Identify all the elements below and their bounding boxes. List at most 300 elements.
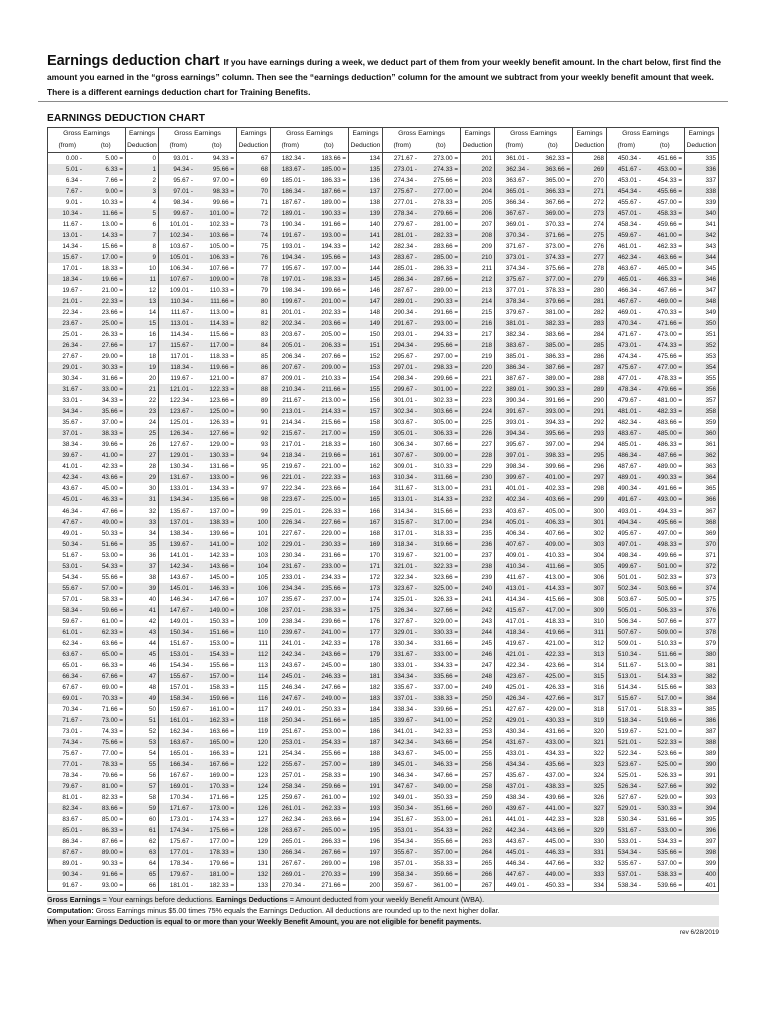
- table-row: [271, 406, 382, 417]
- from-amount: 270.34 -: [281, 882, 305, 890]
- to-amount: 414.33 =: [531, 583, 573, 594]
- table-row: [607, 737, 718, 748]
- from-amount: 295.67 -: [393, 353, 417, 361]
- table-row: [607, 329, 718, 340]
- table-row: [48, 439, 158, 450]
- from-amount: 287.67 -: [393, 287, 417, 295]
- table-row: [271, 483, 382, 494]
- column-group-2: [159, 127, 271, 892]
- to-amount: 438.33 =: [531, 781, 573, 792]
- from-amount: 34.34 -: [62, 408, 82, 416]
- to-amount: 75.66 =: [84, 737, 126, 748]
- to-amount: 531.66 =: [643, 814, 685, 825]
- deduction-amount: 298: [593, 485, 604, 493]
- table-row: [159, 803, 270, 814]
- deduction-amount: 288: [593, 375, 604, 383]
- to-amount: 302.33 =: [419, 395, 461, 406]
- deduction-amount: 324: [593, 771, 604, 779]
- table-row: [495, 450, 606, 461]
- deduction-amount: 356: [705, 386, 716, 394]
- to-amount: 175.66 =: [195, 825, 237, 836]
- table-row: [159, 208, 270, 219]
- to-amount: 285.00 =: [419, 252, 461, 263]
- table-row: [607, 164, 718, 175]
- deduction-amount: 283: [593, 320, 604, 328]
- from-amount: 485.01 -: [617, 441, 641, 449]
- table-row: [271, 340, 382, 351]
- from-amount: 501.01 -: [617, 573, 641, 581]
- deduction-amount: 116: [257, 694, 268, 702]
- table-row: [383, 825, 494, 836]
- table-row: [607, 825, 718, 836]
- to-amount: 215.66 =: [307, 417, 349, 428]
- deduction-amount: 292: [593, 419, 604, 427]
- table-row: [607, 671, 718, 682]
- from-amount: 395.67 -: [505, 441, 529, 449]
- table-row: [607, 517, 718, 528]
- from-amount: 142.34 -: [169, 562, 193, 570]
- table-row: [271, 494, 382, 505]
- table-row: [607, 781, 718, 792]
- to-amount: 206.33 =: [307, 340, 349, 351]
- deduction-amount: 88: [260, 386, 268, 394]
- table-row: [495, 759, 606, 770]
- table-row: [271, 869, 382, 880]
- deduction-amount: 221: [481, 375, 492, 383]
- page-title: Earnings deduction chart: [47, 53, 220, 69]
- to-amount: 218.33 =: [307, 439, 349, 450]
- to-amount: 355.66 =: [419, 836, 461, 847]
- deduction-amount: 334: [593, 882, 604, 890]
- deduction-amount: 234: [481, 518, 492, 526]
- to-amount: 202.33 =: [307, 307, 349, 318]
- deduction-amount: 111: [258, 639, 268, 647]
- from-amount: 234.34 -: [281, 584, 305, 592]
- deduction-amount: 305: [593, 562, 604, 570]
- deduction-amount: 27: [148, 452, 156, 460]
- to-amount: 457.00 =: [643, 197, 685, 208]
- to-amount: 6.33 =: [84, 164, 126, 175]
- deduction-amount: 289: [593, 386, 604, 394]
- table-row: [495, 594, 606, 605]
- table-row: [48, 748, 158, 759]
- from-amount: 145.01 -: [169, 584, 193, 592]
- table-row: [271, 241, 382, 252]
- to-amount: 73.00 =: [84, 715, 126, 726]
- to-amount: 418.33 =: [531, 616, 573, 627]
- from-amount: 435.67 -: [505, 771, 529, 779]
- to-amount: 50.33 =: [84, 528, 126, 539]
- to-amount: 42.33 =: [84, 461, 126, 472]
- deduction-amount: 64: [148, 860, 156, 867]
- to-amount: 27.66 =: [84, 340, 126, 351]
- table-row: [271, 627, 382, 638]
- table-row: [271, 263, 382, 274]
- to-amount: 293.00 =: [419, 318, 461, 329]
- to-amount: 417.00 =: [531, 605, 573, 616]
- deduction-amount: 290: [593, 397, 604, 405]
- from-amount: 26.34 -: [62, 342, 82, 350]
- from-amount: 122.34 -: [169, 397, 193, 405]
- from-amount: 499.67 -: [617, 562, 641, 570]
- table-row: [159, 748, 270, 759]
- gross-earnings-label: Gross Earnings: [286, 130, 333, 137]
- deduction-amount: 190: [369, 771, 380, 779]
- from-amount: 374.34 -: [505, 265, 529, 273]
- to-amount: 109.00 =: [195, 274, 237, 285]
- from-amount: 257.01 -: [281, 771, 305, 779]
- deduction-amount: 229: [481, 463, 492, 471]
- deduction-amount: 222: [481, 386, 492, 394]
- from-amount: 474.34 -: [617, 353, 641, 361]
- to-amount: 125.00 =: [195, 406, 237, 417]
- from-amount: 63.67 -: [62, 650, 82, 658]
- to-amount: 346.33 =: [419, 759, 461, 770]
- table-body: [383, 153, 494, 892]
- deduction-amount: 373: [705, 573, 716, 581]
- table-row: [607, 241, 718, 252]
- to-amount: 455.66 =: [643, 186, 685, 197]
- deduction-amount: 274: [593, 221, 604, 229]
- table-body: [495, 153, 606, 892]
- from-amount: 223.67 -: [281, 496, 305, 504]
- table-row: [271, 472, 382, 483]
- from-amount: 143.67 -: [169, 573, 193, 581]
- table-row: [159, 715, 270, 726]
- from-amount: 505.01 -: [617, 606, 641, 614]
- from-amount: 361.01 -: [505, 155, 529, 162]
- to-amount: 178.33 =: [195, 847, 237, 858]
- from-amount: 305.01 -: [393, 430, 417, 438]
- deduction-amount: 136: [369, 177, 380, 185]
- table-row: [607, 428, 718, 439]
- table-row: [383, 759, 494, 770]
- deduction-amount: 223: [481, 397, 492, 405]
- deduction-amount: 277: [593, 254, 604, 262]
- from-amount: 503.67 -: [617, 595, 641, 603]
- column-group-4: [383, 127, 495, 892]
- to-amount: 145.00 =: [195, 572, 237, 583]
- table-row: [495, 362, 606, 373]
- table-row: [495, 241, 606, 252]
- from-amount: 490.34 -: [617, 485, 641, 493]
- deduction-amount: 128: [257, 826, 268, 834]
- deduction-amount: 310: [593, 617, 604, 625]
- deduction-amount: 66: [148, 882, 156, 890]
- from-amount: 494.34 -: [617, 518, 641, 526]
- to-amount: 162.33 =: [195, 715, 237, 726]
- deduction-amount: 40: [148, 595, 156, 603]
- to-amount: 19.66 =: [84, 274, 126, 285]
- deduction-amount: 125: [257, 793, 268, 801]
- deduction-amount: 351: [705, 331, 716, 339]
- to-amount: 18.33 =: [84, 263, 126, 274]
- to-amount: 155.66 =: [195, 660, 237, 671]
- table-row: [48, 494, 158, 505]
- deduction-amount: 241: [481, 595, 492, 603]
- from-amount: 134.34 -: [169, 496, 193, 504]
- to-amount: 159.66 =: [195, 693, 237, 704]
- table-row: [271, 461, 382, 472]
- from-amount: 62.34 -: [62, 639, 82, 647]
- to-amount: 447.66 =: [531, 858, 573, 869]
- table-row: [271, 770, 382, 781]
- from-amount: 433.01 -: [505, 749, 529, 757]
- from-amount: 427.67 -: [505, 705, 529, 713]
- deduction-amount: 218: [481, 342, 492, 350]
- table-row: [383, 638, 494, 649]
- deduction-amount: 255: [481, 749, 492, 757]
- to-amount: 223.66 =: [307, 483, 349, 494]
- to-amount: 71.66 =: [84, 704, 126, 715]
- to-amount: 314.33 =: [419, 494, 461, 505]
- deduction-amount: 112: [257, 650, 268, 658]
- deduction-amount: 336: [705, 166, 716, 174]
- deduction-amount: 124: [257, 782, 268, 790]
- from-amount: 513.01 -: [617, 672, 641, 680]
- from-amount: 326.34 -: [393, 606, 417, 614]
- table-row: [383, 285, 494, 296]
- to-amount: 478.33 =: [643, 373, 685, 384]
- to-amount: 275.66 =: [419, 175, 461, 186]
- deduction-amount: 363: [705, 463, 716, 471]
- from-amount: 99.67 -: [173, 210, 193, 218]
- to-amount: 33.00 =: [84, 384, 126, 395]
- from-amount: 174.34 -: [169, 826, 193, 834]
- table-row: [271, 572, 382, 583]
- to-amount: 297.00 =: [419, 351, 461, 362]
- table-row: [159, 417, 270, 428]
- to-amount: 193.00 =: [307, 230, 349, 241]
- to-amount: 481.00 =: [643, 395, 685, 406]
- table-row: [159, 395, 270, 406]
- from-amount: 379.67 -: [505, 309, 529, 317]
- table-row: [271, 450, 382, 461]
- deduction-amount: 254: [481, 738, 492, 746]
- to-amount: 194.33 =: [307, 241, 349, 252]
- from-amount: 525.01 -: [617, 771, 641, 779]
- from-amount: 537.01 -: [617, 871, 641, 879]
- table-row: [48, 572, 158, 583]
- table-row: [159, 528, 270, 539]
- from-amount: 359.67 -: [393, 882, 417, 890]
- from-amount: 231.67 -: [281, 562, 305, 570]
- to-amount: 274.33 =: [419, 164, 461, 175]
- deduction-amount: 95: [260, 463, 268, 471]
- from-amount: 286.34 -: [393, 276, 417, 284]
- deduction-amount: 150: [369, 331, 380, 339]
- table-row: [607, 616, 718, 627]
- table-row: [495, 704, 606, 715]
- table-row: [48, 627, 158, 638]
- to-amount: 494.33 =: [643, 506, 685, 517]
- to-amount: 77.00 =: [84, 748, 126, 759]
- table-row: [383, 858, 494, 869]
- deduction-amount: 244: [481, 628, 492, 636]
- table-row: [383, 528, 494, 539]
- table-row: [271, 417, 382, 428]
- deduction-amount: 302: [593, 529, 604, 537]
- to-amount: 521.00 =: [643, 726, 685, 737]
- earnings-deduction-table: [47, 127, 719, 892]
- table-row: [271, 186, 382, 197]
- deduction-amount: 347: [705, 287, 716, 295]
- to-amount: 47.66 =: [84, 506, 126, 517]
- from-amount: 86.34 -: [62, 837, 82, 845]
- deduction-amount: 386: [705, 716, 716, 724]
- from-amount: 218.34 -: [281, 452, 305, 460]
- deduction-amount: 159: [369, 430, 380, 438]
- table-row: [48, 660, 158, 671]
- deduction-amount: 315: [593, 672, 604, 680]
- table-row: [159, 197, 270, 208]
- deduction-amount: 396: [705, 826, 716, 834]
- to-amount: 387.66 =: [531, 362, 573, 373]
- to-amount: 461.00 =: [643, 230, 685, 241]
- table-row: [607, 186, 718, 197]
- to-amount: 167.66 =: [195, 759, 237, 770]
- deduction-amount: 344: [705, 254, 716, 262]
- from-amount: 423.67 -: [505, 672, 529, 680]
- table-row: [383, 417, 494, 428]
- deduction-amount: 35: [148, 540, 156, 548]
- from-amount: 506.34 -: [617, 617, 641, 625]
- from-amount: 71.67 -: [62, 716, 82, 724]
- from-amount: 83.67 -: [62, 815, 82, 823]
- deduction-amount: 243: [481, 617, 492, 625]
- deduction-amount: 137: [369, 188, 380, 196]
- table-row: [383, 880, 494, 891]
- table-row: [383, 263, 494, 274]
- from-amount: 325.01 -: [393, 595, 417, 603]
- deduction-amount: 22: [148, 397, 156, 405]
- to-amount: 411.66 =: [531, 561, 573, 572]
- from-amount: 462.34 -: [617, 254, 641, 262]
- deduction-amount: 18: [148, 353, 156, 361]
- table-row: [607, 748, 718, 759]
- deduction-amount: 39: [148, 584, 156, 592]
- deduction-amount: 354: [705, 364, 716, 372]
- table-row: [383, 726, 494, 737]
- from-amount: 61.01 -: [62, 628, 82, 636]
- to-amount: 46.33 =: [84, 494, 126, 505]
- from-amount: 211.67 -: [282, 397, 305, 405]
- to-amount: 515.66 =: [643, 682, 685, 693]
- from-amount: 126.34 -: [169, 430, 193, 438]
- table-row: [48, 583, 158, 594]
- from-amount: 238.34 -: [281, 617, 305, 625]
- deduction-amount: 340: [705, 210, 716, 218]
- to-amount: 309.00 =: [419, 450, 461, 461]
- deduction-amount: 183: [369, 694, 380, 702]
- deduction-amount: 142: [369, 243, 380, 251]
- to-amount: 35.66 =: [84, 406, 126, 417]
- deduction-amount: 392: [705, 782, 716, 790]
- deduction-amount: 299: [593, 496, 604, 504]
- from-amount: 443.67 -: [505, 837, 529, 845]
- column-group-3: [271, 127, 383, 892]
- to-amount: 169.00 =: [195, 770, 237, 781]
- to-amount: 91.66 =: [84, 869, 126, 880]
- deduction-amount: 98: [260, 496, 268, 504]
- table-row: [495, 715, 606, 726]
- to-amount: 22.33 =: [84, 296, 126, 307]
- from-amount: 213.01 -: [281, 408, 305, 416]
- from-amount: 509.01 -: [617, 639, 641, 647]
- computation-label: Computation:: [47, 906, 94, 915]
- to-amount: 233.00 =: [307, 561, 349, 572]
- deduction-amount: 202: [481, 166, 492, 174]
- from-amount: 531.67 -: [617, 826, 641, 834]
- to-amount: 133.00 =: [195, 472, 237, 483]
- deduction-amount: 235: [481, 529, 492, 537]
- table-row: [383, 792, 494, 803]
- table-row: [495, 627, 606, 638]
- to-amount: 403.66 =: [531, 494, 573, 505]
- to-amount: 101.00 =: [195, 208, 237, 219]
- to-amount: 413.00 =: [531, 572, 573, 583]
- deduction-amount: 133: [257, 882, 268, 890]
- to-amount: 62.33 =: [84, 627, 126, 638]
- from-amount: 463.67 -: [617, 265, 641, 273]
- table-row: [607, 726, 718, 737]
- from-amount: 125.01 -: [169, 419, 193, 427]
- deduction-amount: 89: [260, 397, 268, 405]
- deduction-amount: 206: [481, 210, 492, 218]
- from-amount: 199.67 -: [281, 298, 305, 306]
- from-amount: 341.01 -: [393, 727, 417, 735]
- deduction-amount: 52: [148, 727, 156, 735]
- from-amount: 315.67 -: [393, 518, 417, 526]
- deduction-amount: 319: [593, 716, 604, 724]
- from-amount: 75.67 -: [62, 749, 82, 757]
- from-amount: 221.01 -: [281, 474, 305, 482]
- deduction-label: Deduction: [238, 142, 269, 149]
- from-amount: 163.67 -: [169, 738, 193, 746]
- from-amount: 442.34 -: [505, 826, 529, 834]
- from-amount: 497.01 -: [617, 540, 641, 548]
- table-row: [271, 781, 382, 792]
- deduction-amount: 383: [705, 683, 716, 691]
- table-row: [495, 572, 606, 583]
- table-row: [495, 461, 606, 472]
- to-amount: 486.33 =: [643, 439, 685, 450]
- to-amount: 385.00 =: [531, 340, 573, 351]
- table-row: [607, 539, 718, 550]
- table-row: [271, 351, 382, 362]
- deduction-amount: 322: [593, 749, 604, 757]
- deduction-amount: 280: [593, 287, 604, 295]
- to-amount: 225.00 =: [307, 494, 349, 505]
- from-amount: 198.34 -: [281, 287, 305, 295]
- table-row: [383, 164, 494, 175]
- to-amount: 31.66 =: [84, 373, 126, 384]
- to-amount: 261.00 =: [307, 792, 349, 803]
- deduction-amount: 55: [148, 760, 156, 768]
- table-row: [159, 307, 270, 318]
- deduction-amount: 47: [148, 672, 156, 680]
- from-amount: 190.34 -: [281, 221, 305, 229]
- to-amount: 21.00 =: [84, 285, 126, 296]
- deduction-amount: 278: [593, 265, 604, 273]
- table-row: [48, 351, 158, 362]
- deduction-amount: 239: [481, 573, 492, 581]
- to-amount: 177.00 =: [195, 836, 237, 847]
- from-amount: 483.67 -: [617, 430, 641, 438]
- table-row: [383, 219, 494, 230]
- from-to-header: [271, 140, 348, 152]
- from-amount: 42.34 -: [62, 474, 82, 482]
